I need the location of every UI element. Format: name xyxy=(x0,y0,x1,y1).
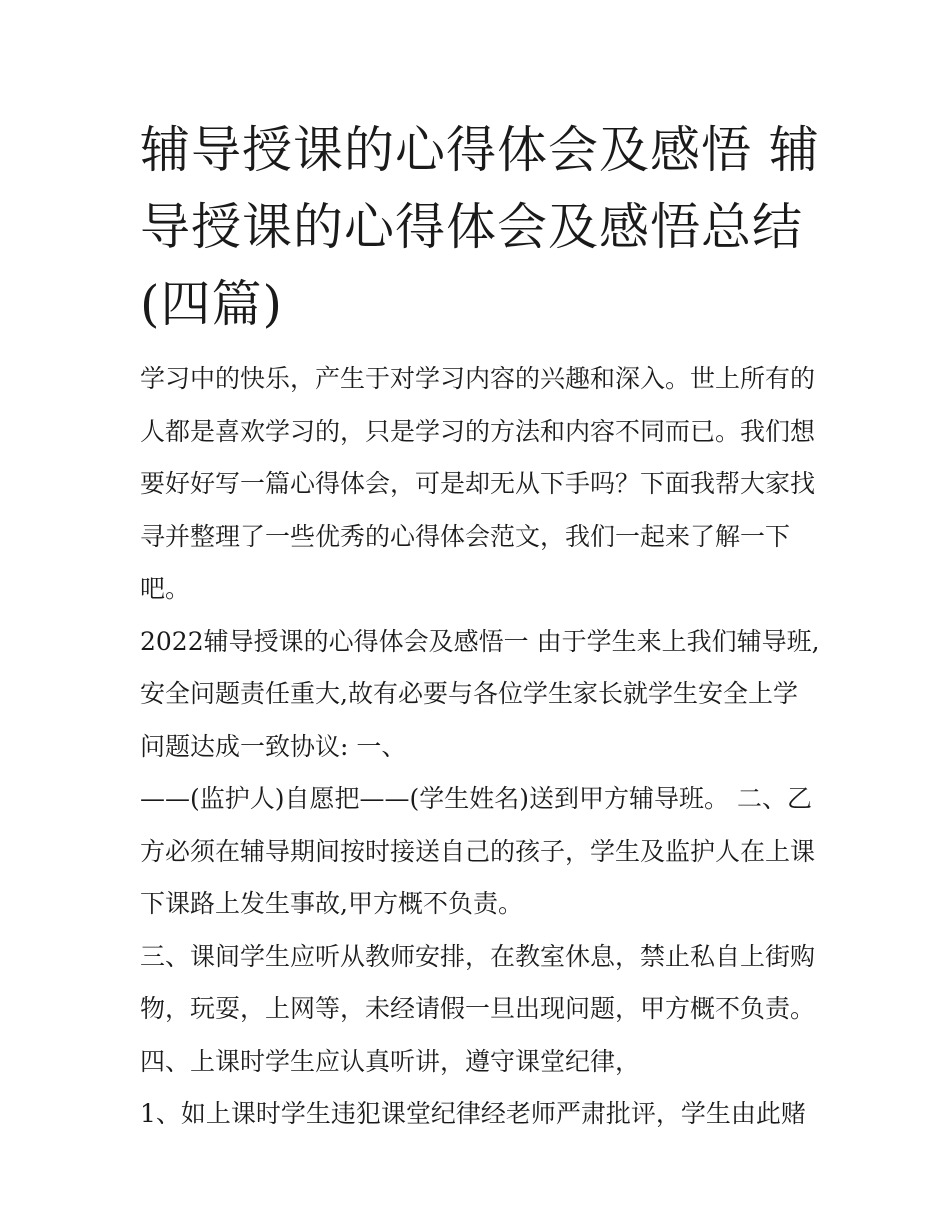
document-title: 辅导授课的心得体会及感悟 辅导授课的心得体会及感悟总结(四篇) xyxy=(140,121,820,333)
document-body xyxy=(140,353,820,1141)
paragraph-clause-three: 三、课间学生应听从教师安排，在教室休息，禁止私自上街购物，玩耍，上网等，未经请假一旦出现问题，甲方概不负责。 xyxy=(140,941,816,1023)
paragraph-clause-four: 四、上课时学生应认真听讲，遵守课堂纪律， xyxy=(140,1046,641,1076)
paragraph-clause-two: ——(监护人)自愿把——(学生姓名)送到甲方辅导班。 二、乙方必须在辅导期间按时接送自己的孩子，学生及监护人在上课下课路上发生事故,甲方概不负责。 xyxy=(140,784,816,918)
paragraph-section-one: 2022辅导授课的心得体会及感悟一 由于学生来上我们辅导班,安全问题责任重大,故有必要与各位学生家长就学生安全上学问题达成一致协议: 一、 xyxy=(140,626,820,761)
paragraph-item-one: 1、如上课时学生违犯课堂纪律经老师严肃批评，学生由此赌 xyxy=(140,1099,806,1128)
paragraph-intro: 学习中的快乐，产生于对学习内容的兴趣和深入。世上所有的人都是喜欢学习的，只是学习的方法和内容不同而已。我们想要好好写一篇心得体会，可是却无从下手吗？下面我帮大家找寻并整理了一些优秀的心得体会范文，我们一起来了解一下吧。 xyxy=(140,364,816,603)
